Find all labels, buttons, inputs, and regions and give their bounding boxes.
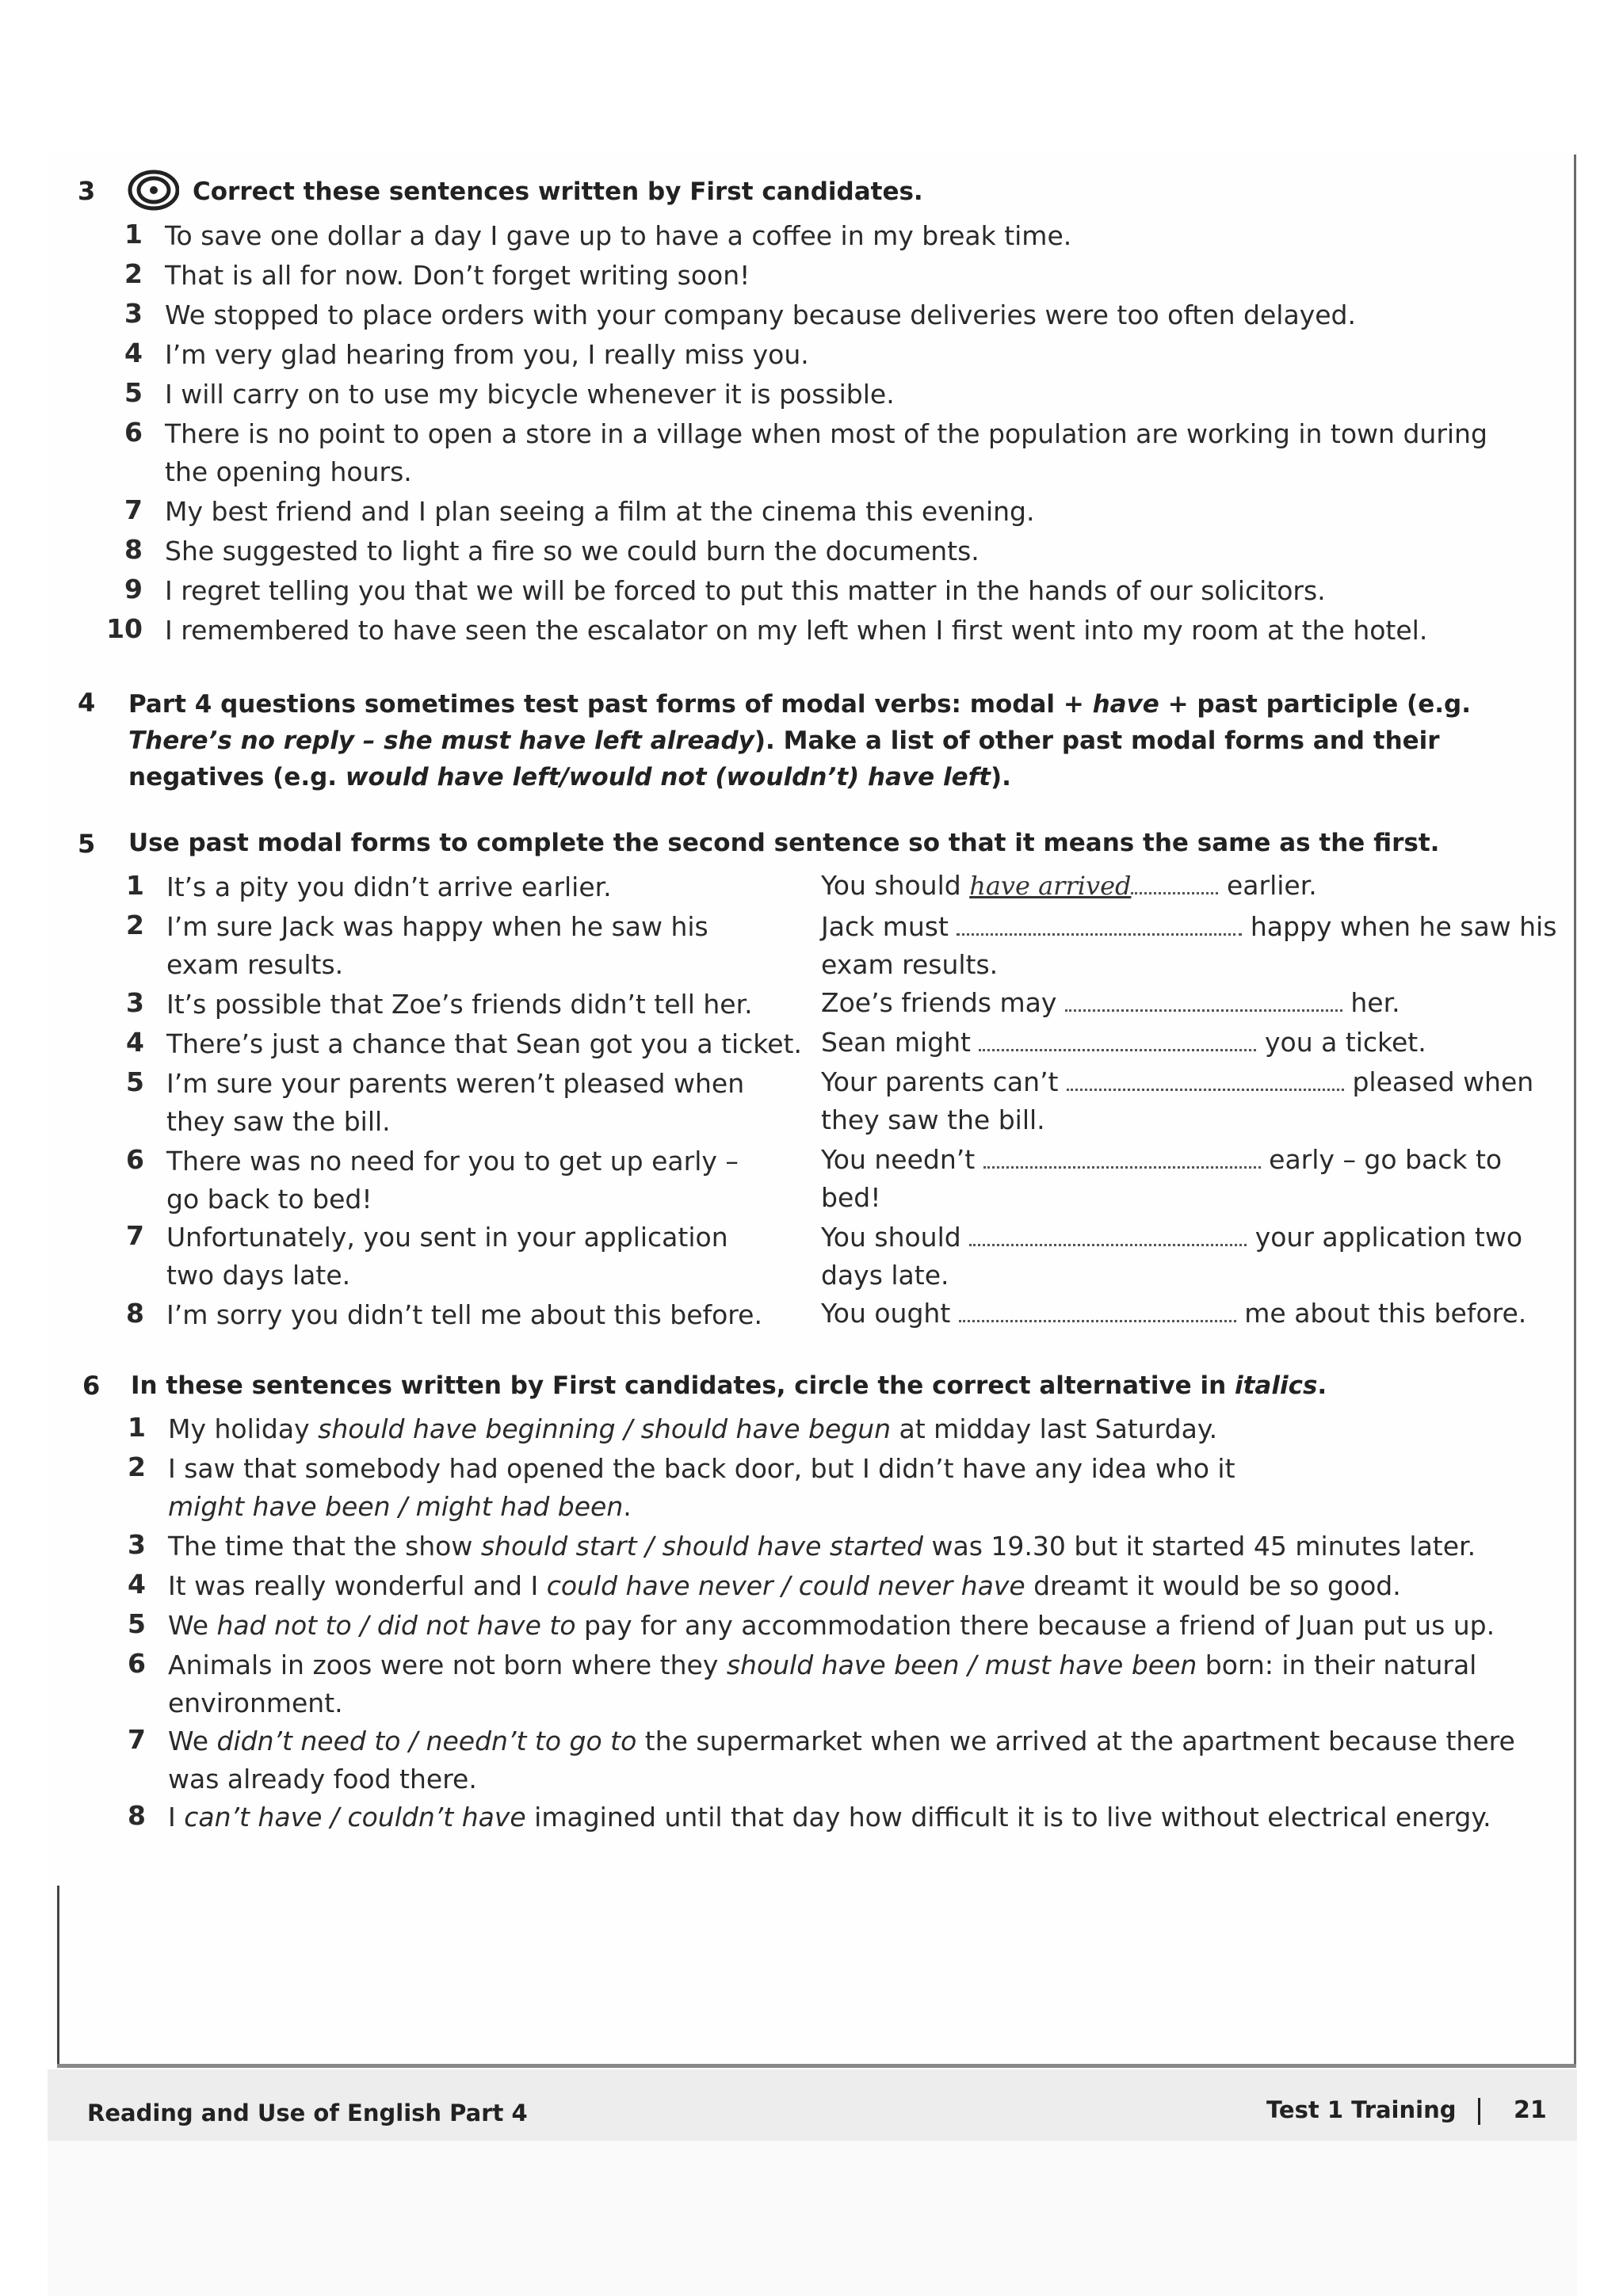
ex6-item-text [168,1798,1491,1836]
ex6-item-text: I saw that somebody had opened the back door, but I didn’t have any idea who it [168,1453,1235,1484]
ex5-rewrite-end: pleased when [1344,1066,1534,1097]
ex6-alternatives[interactable]: could have never / could never have [546,1570,1025,1601]
ex6-italic: italics [1234,1371,1318,1400]
ex5-rewrite-cont: exam results. [821,949,999,980]
ex6-alternatives[interactable]: should have beginning / should have begun [318,1413,892,1444]
ex5-original-sentence-cont: two days late. [166,1260,351,1291]
ex3-item-text: My best friend and I plan seeing a film at the cinema this evening. [165,496,1035,527]
ex6-item-text [168,1410,1217,1448]
ex3-item-number: 4 [124,338,143,368]
ex3-item-number: 3 [124,298,143,329]
ex5-original-sentence: There’s just a chance that Sean got you a ticket. [166,1028,802,1059]
ex5-original-sentence: There was no need for you to get up early – [166,1146,739,1177]
ex6-plain: dreamt it would be so good. [1025,1570,1401,1601]
ex5-original-sentence: I’m sorry you didn’t tell me about this before. [166,1299,762,1330]
ex5-rewrite-start: Your parents can’t [821,1066,1067,1097]
ex5-rewrite-end: happy when he saw his [1242,911,1557,942]
answer-blank[interactable] [1065,992,1342,1012]
scan-margin [48,2141,1577,2296]
ex5-rewrite-end: her. [1342,987,1400,1018]
ex5-rewrite-start: You ought [821,1298,959,1329]
exercise-4-number: 4 [78,688,96,718]
ex5-rewrite-sentence [821,908,1556,946]
ex6-item-text [168,1527,1476,1566]
ex5-original-sentence: Unfortunately, you sent in your application [166,1222,728,1253]
ex5-rewrite-sentence [821,1063,1533,1101]
ex6-item-text-cont: environment. [168,1688,343,1718]
ex5-rewrite-end: you a ticket. [1256,1027,1426,1058]
ex5-original-sentence: It’s a pity you didn’t arrive earlier. [166,871,612,902]
ex5-rewrite-sentence [821,1295,1526,1333]
disc-icon [127,169,179,212]
ex6-alternatives[interactable]: should start / should have started [480,1531,924,1562]
ex5-rewrite-cont: bed! [821,1182,881,1213]
ex5-rewrite-cont: days late. [821,1260,949,1291]
ex5-rewrite-cont: they saw the bill. [821,1104,1045,1135]
ex5-rewrite-sentence [821,984,1400,1022]
ex5-item-number: 5 [126,1066,144,1097]
ex6-plain: It was really wonderful and I [168,1570,547,1601]
ex6-text: . [1317,1371,1327,1400]
ex6-plain: The time that the show [168,1531,481,1562]
ex4-text: Part 4 questions sometimes test past forms of modal verbs: modal + [128,690,1093,719]
exercise-3-number: 3 [78,176,96,206]
ex6-item-number: 7 [128,1724,146,1755]
ex6-plain: pay for any accommodation there because a friend of Juan put us up. [575,1610,1495,1641]
ex6-alternatives[interactable]: had not to / did not have to [216,1610,576,1641]
ex3-item-text: There is no point to open a store in a village when most of the population are working in town during [165,418,1487,449]
ex5-rewrite-sentence [821,1024,1426,1062]
ex5-rewrite-start: You needn’t [821,1144,983,1175]
ex5-rewrite-start: Sean might [821,1027,980,1058]
ex6-plain: born: in their natural [1197,1650,1477,1680]
ex3-item-text: We stopped to place orders with your company because deliveries were too often delayed. [165,299,1356,330]
ex5-item-number: 3 [126,987,144,1018]
ex5-rewrite-start: Jack must [821,911,957,942]
ex5-item-number: 4 [126,1027,144,1058]
answer-blank[interactable] [959,1302,1236,1322]
ex6-item-text [168,1607,1495,1645]
answer-blank[interactable] [957,916,1242,936]
ex6-item-number: 2 [128,1451,146,1482]
ex6-plain: I [168,1802,185,1833]
ex4-text: + past participle (e.g. [1159,690,1471,719]
ex3-item-number: 2 [124,258,143,289]
ex5-original-sentence: It’s possible that Zoe’s friends didn’t tell her. [166,989,753,1020]
ex3-item-number: 8 [124,534,143,565]
ex6-item-text [168,1646,1476,1684]
ex6-plain: We [168,1610,217,1641]
handwritten-answer: have arrived [969,871,1132,901]
page-number: 21 [1514,2096,1547,2124]
ex5-original-sentence-cont: go back to bed! [166,1184,372,1215]
ex6-alternatives[interactable]: might have been / might had been [168,1491,624,1522]
ex6-item-text-cont [168,1488,632,1526]
ex3-item-number: 10 [106,613,143,644]
ex6-plain: We [168,1726,217,1756]
ex5-item-number: 1 [126,870,144,901]
page-edge-right [1574,154,1576,2068]
ex4-text: ). Make a list of other past modal forms and their negatives (e.g. [128,727,1440,791]
ex6-plain: My holiday [168,1413,319,1444]
footer-section-title: Reading and Use of English Part 4 [87,2100,528,2126]
ex3-item-text: I’m very glad hearing from you, I really miss you. [165,339,809,370]
ex6-plain: . [623,1491,632,1522]
ex3-item-number: 9 [124,574,143,605]
exercise-5-number: 5 [78,829,96,859]
ex3-item-number: 1 [124,219,143,250]
ex5-item-number: 2 [126,910,144,940]
ex3-item-text-cont: the opening hours. [165,456,412,487]
ex4-italic: would have left/would not (wouldn’t) have left [345,763,991,791]
ex5-original-sentence-cont: they saw the bill. [166,1106,391,1137]
ex6-item-number: 8 [128,1800,146,1831]
ex3-item-text: I regret telling you that we will be forced to put this matter in the hands of our solicitors. [165,575,1326,606]
ex5-rewrite-start: Zoe’s friends may [821,987,1065,1018]
ex5-rewrite-end: earlier. [1218,870,1317,901]
ex6-plain: the supermarket when we arrived at the apartment because there [636,1726,1515,1756]
page-edge-left [57,1886,59,2068]
ex3-item-text: To save one dollar a day I gave up to have a coffee in my break time. [165,220,1072,251]
answer-blank[interactable] [983,1149,1261,1169]
ex5-original-sentence: I’m sure your parents weren’t pleased when [166,1068,745,1099]
ex6-item-number: 5 [128,1608,146,1639]
ex6-item-number: 3 [128,1529,146,1560]
ex5-original-sentence-cont: exam results. [166,949,344,980]
ex6-item-number: 1 [128,1412,146,1443]
ex4-italic: have [1092,690,1159,719]
answer-blank[interactable] [1067,1071,1344,1091]
ex3-item-text: I will carry on to use my bicycle whenever it is possible. [165,379,895,410]
ex3-item-text: I remembered to have seen the escalator on my left when I first went into my room at the hotel. [165,615,1428,646]
answer-blank[interactable] [979,1032,1256,1051]
ex5-item-number: 7 [126,1220,144,1251]
exercise-3-instruction: Correct these sentences written by First candidates. [193,177,923,206]
ex5-rewrite-end: me about this before. [1235,1298,1527,1329]
ex5-rewrite-start: You should [821,1222,970,1253]
ex5-rewrite-end: your application two [1247,1222,1523,1253]
footer-divider [1478,2098,1480,2125]
ex5-rewrite-start: You should [821,870,970,901]
exercise-4-instruction [128,686,1523,795]
exercise-6-number: 6 [82,1371,101,1401]
ex5-original-sentence: I’m sure Jack was happy when he saw his [166,911,708,942]
ex3-item-number: 6 [124,417,143,448]
answer-blank[interactable] [1131,875,1218,894]
ex6-plain: was 19.30 but it started 45 minutes later. [923,1531,1476,1562]
footer-test-label: Test 1 Training [1266,2096,1457,2123]
ex3-item-number: 5 [124,377,143,408]
ex5-item-number: 6 [126,1144,144,1175]
ex5-rewrite-sentence [821,867,1317,905]
ex6-plain: at midday last Saturday. [891,1413,1218,1444]
ex6-alternatives[interactable]: didn’t need to / needn’t to go to [216,1726,637,1756]
exercise-5-instruction: Use past modal forms to complete the second sentence so that it means the same as the first. [128,829,1440,857]
ex6-text: In these sentences written by First candidates, circle the correct alternative in [131,1371,1235,1400]
ex5-rewrite-end: early – go back to [1260,1144,1503,1175]
ex4-text: ). [990,763,1011,791]
answer-blank[interactable] [969,1226,1247,1246]
ex6-plain: imagined until that day how difficult it is to live without electrical energy. [525,1802,1491,1833]
ex6-plain: Animals in zoos were not born where they [168,1650,727,1680]
ex5-rewrite-sentence [821,1219,1522,1257]
ex6-item-number: 6 [128,1648,146,1679]
ex6-alternatives[interactable]: should have been / must have been [726,1650,1197,1680]
ex3-item-text: That is all for now. Don’t forget writing soon! [165,260,750,291]
ex6-item-text-cont: was already food there. [168,1764,477,1794]
ex6-item-number: 4 [128,1569,146,1600]
ex6-alternatives[interactable]: can’t have / couldn’t have [184,1802,526,1833]
ex4-italic: There’s no reply – she must have left already [128,727,754,755]
page-bottom-rule [57,2064,1576,2068]
exercise-6-instruction [131,1367,1327,1404]
ex6-item-text [168,1722,1515,1760]
ex6-item-text [168,1567,1401,1605]
ex3-item-text: She suggested to light a fire so we could burn the documents. [165,536,980,566]
ex3-item-number: 7 [124,494,143,525]
ex5-rewrite-sentence [821,1141,1502,1179]
ex5-item-number: 8 [126,1298,144,1329]
